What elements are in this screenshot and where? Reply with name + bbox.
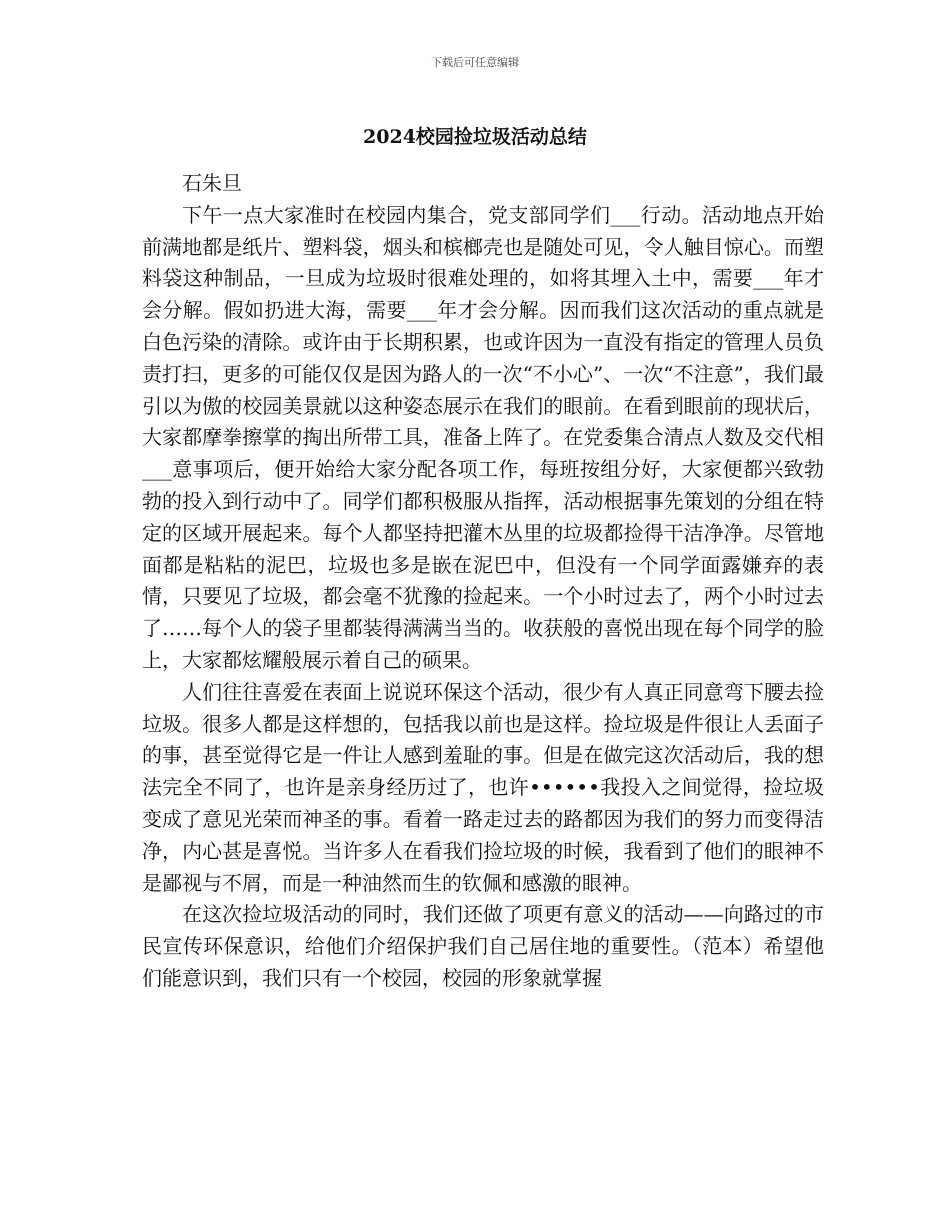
- author-line: 石朱旦: [182, 171, 242, 195]
- page-header-note: 下载后可任意编辑: [431, 56, 519, 69]
- paragraph-2: 人们往往喜爱在表面上说说环保这个活动，很少有人真正同意弯下腰去捡垃圾。很多人都是这样想的，包括我以前也是这样。捡垃圾是件很让人丢面子的事，甚至觉得它是一件让人感到羞耻的事。但是在做完这次活动后，我的想法完全不同了，也许是亲身经历过了，也许••••••我投入之间觉得，捡垃圾变成了意见光荣而神圣的事。看着一路走过去的路都因为我们的努力而变得洁净，内心甚是喜悦。当许多人在看我们捡垃圾的时候，我看到了他们的眼神不是鄙视与不屑，而是一种油然而生的钦佩和感激的眼神。: [142, 679, 824, 895]
- document-body: [142, 168, 824, 995]
- paragraph-1: 下午一点大家准时在校园内集合，党支部同学们___行动。活动地点开始前满地都是纸片、塑料袋，烟头和槟榔壳也是随处可见，令人触目惊心。而塑料袋这种制品，一旦成为垃圾时很难处理的，如将其埋入土中，需要___年才会分解。假如扔进大海，需要___年才会分解。因而我们这次活动的重点就是白色污染的清除。或许由于长期积累，也或许因为一直没有指定的管理人员负责打扫，更多的可能仅仅是因为路人的一次“不小心”、一次“不注意”，我们最引以为傲的校园美景就以这种姿态展示在我们的眼前。在看到眼前的现状后，大家都摩拳擦掌的掏出所带工具，准备上阵了。在党委集合清点人数及交代相___意事项后，便开始给大家分配各项工作，每班按组分好，大家便都兴致勃勃的投入到行动中了。同学们都积极服从指挥，活动根据事先策划的分组在特定的区域开展起来。每个人都坚持把灌木丛里的垃圾都捡得干洁净净。尽管地面都是粘粘的泥巴，垃圾也多是嵌在泥巴中，但没有一个同学面露嫌弃的表情，只要见了垃圾，都会毫不犹豫的捡起来。一个小时过去了，两个小时过去了……每个人的袋子里都装得满满当当的。收获般的喜悦出现在每个同学的脸上，大家都炫耀般展示着自己的硕果。: [142, 202, 824, 672]
- paragraph-3: 在这次捡垃圾活动的同时，我们还做了项更有意义的活动——向路过的市民宣传环保意识，给他们介绍保护我们自己居住地的重要性。（范本）希望他们能意识到，我们只有一个校园，校园的形象就掌握: [142, 902, 824, 990]
- document-title: 2024校园捡垃圾活动总结: [363, 126, 587, 148]
